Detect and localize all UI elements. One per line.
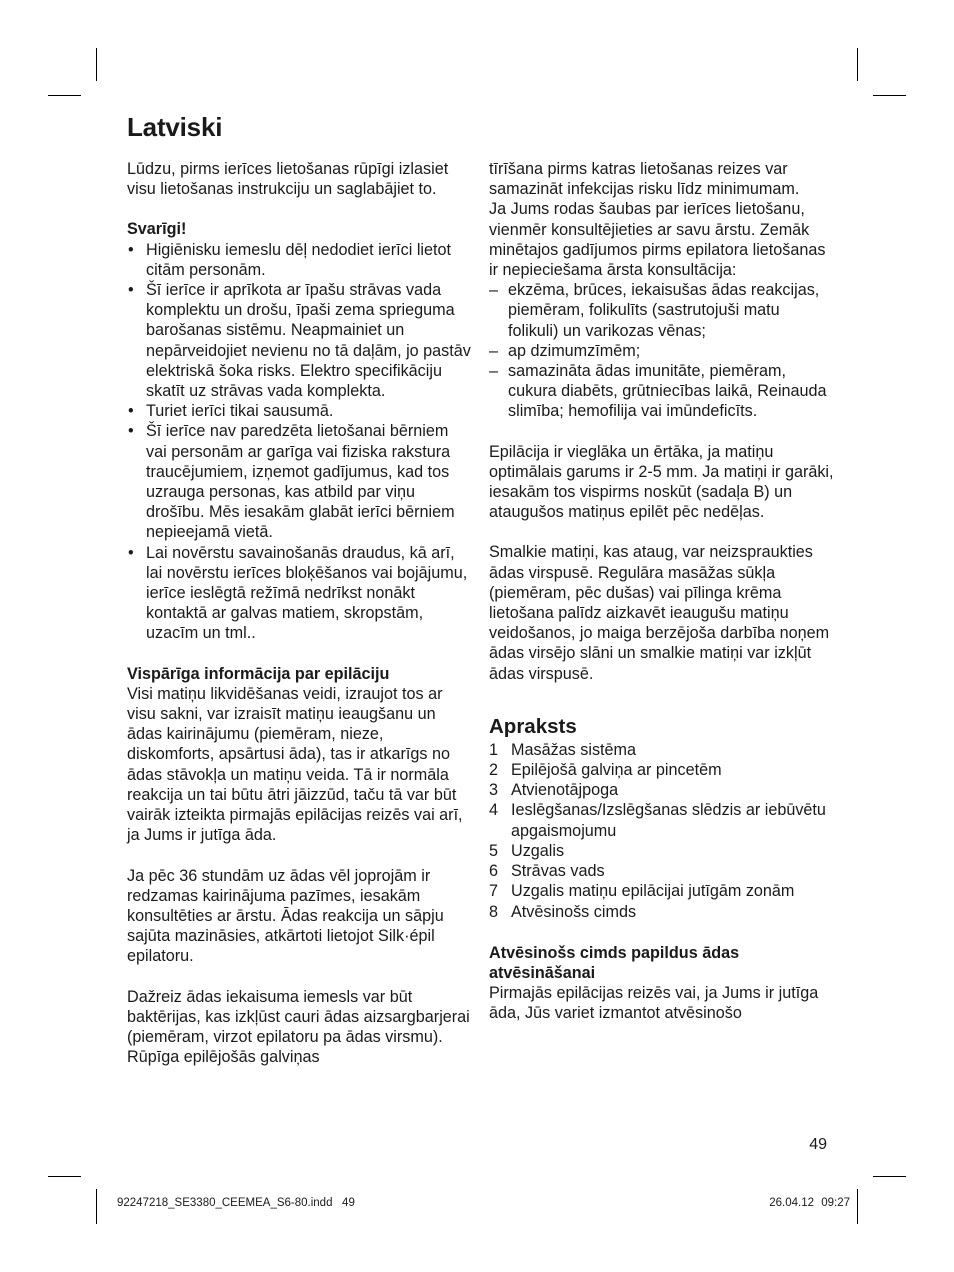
list-item: 4 Ieslēgšanas/Izslēgšanas slēdzis ar iebūvētu apgaismojumu [489, 801, 826, 840]
footer-time: 09:27 [821, 1197, 850, 1209]
important-heading: Svarīgi! [127, 220, 187, 239]
footer-date: 26.04.12 [769, 1197, 815, 1209]
list-item: • Lai novērstu savainošanās draudus, kā arī, lai novērstu ierīces bloķēšanos vai bojājumu, ierīce ieslēgtā režīmā nedrīkst nonākt kontaktā ar galvas matiem, skropstām, uzacīm un tml.. [127, 543, 472, 644]
list-item: 5 Uzgalis [489, 841, 565, 860]
paragraph: Pirmajās epilācijas reizēs vai, ja Jums ir jutīga āda, Jūs variet izmantot atvēsinošo [489, 984, 819, 1023]
crop-mark [96, 48, 97, 81]
footer-timestamp [769, 1197, 850, 1209]
paragraph: Ja Jums rodas šaubas par ierīces lietošanu, vienmēr konsultējieties ar savu ārstu. Zemāk minētajos gadījumos pirms epilatora lietošanas ir nepieciešama ārsta konsultācija: [489, 200, 826, 280]
list-item: • Turiet ierīci tikai sausumā. [127, 401, 472, 421]
list-item: • Šī ierīce ir aprīkota ar īpašu strāvas vada komplektu un drošu, īpaši zema sprieguma barošanas sistēmu. Neapmainiet un nepārveidojiet nevienu no tā daļām, jo pastāv elektriskā šoka risks. Elektro specifikāciju skatīt uz strāvas vada komplekta. [127, 280, 472, 401]
crop-mark [873, 1176, 906, 1177]
crop-mark [96, 1189, 97, 1224]
page-title: Latviski [127, 112, 223, 142]
conditions-list [489, 280, 834, 421]
description-heading: Apraksts [489, 714, 577, 738]
list-item: – samazināta ādas imunitāte, piemēram, cukura diabēts, grūtniecības laikā, Reinauda slimība; hemofilija vai imūndeficīts. [489, 361, 834, 422]
crop-mark [857, 48, 858, 81]
list-item: – ekzēma, brūces, iekaisušas ādas reakcijas, piemēram, folikulīts (sastrutojuši matu folikuli) un varikozas vēnas; [489, 280, 834, 341]
crop-mark [48, 1176, 81, 1177]
intro-paragraph: Lūdzu, pirms ierīces lietošanas rūpīgi izlasiet visu lietošanas instrukciju un saglabājiet to. [127, 160, 449, 199]
list-item: • Šī ierīce nav paredzēta lietošanai bērniem vai personām ar garīga vai fiziska rakstura traucējumiem, izņemot gadījumus, kad tos uzrauga personas, kas atbild par viņu drošību. Mēs iesakām glabāt ierīci bērniem nepieejamā vietā. [127, 421, 472, 542]
list-item: 3 Atvienotājpoga [489, 781, 619, 800]
list-item: 8 Atvēsinošs cimds [489, 902, 637, 921]
important-list [127, 240, 472, 644]
left-column [127, 159, 472, 1067]
paragraph: Ja pēc 36 stundām uz ādas vēl joprojām ir redzamas kairinājuma pazīmes, iesakām konsultēties ar ārstu. Ādas reakcija un sāpju sajūta mazināsies, atkārtoti lietojot Silk·épil epilatoru. [127, 866, 444, 966]
general-info-heading: Vispārīga informācija par epilāciju [127, 664, 390, 683]
crop-mark [48, 95, 81, 96]
paragraph: tīrīšana pirms katras lietošanas reizes var samazināt infekcijas risku līdz minimumam. [489, 160, 800, 199]
list-item: • Higiēnisku iemeslu dēļ nedodiet ierīci lietot citām personām. [127, 240, 472, 280]
crop-mark [873, 95, 906, 96]
page-number: 49 [809, 1136, 827, 1153]
paragraph: Epilācija ir vieglāka un ērtāka, ja matiņu optimālais garums ir 2-5 mm. Ja matiņi ir garāki, iesakām tos vispirms noskūt (sadaļa B) un ataugušos matiņus epilēt pēc nedēļas. [489, 442, 834, 522]
parts-list [489, 740, 834, 922]
right-column [489, 159, 834, 1024]
list-item: 1 Masāžas sistēma [489, 740, 637, 759]
list-item: 2 Epilējošā galviņa ar pincetēm [489, 761, 722, 780]
list-item: 6 Strāvas vads [489, 862, 605, 881]
crop-mark [857, 1189, 858, 1224]
list-item: – ap dzimumzīmēm; [489, 341, 834, 361]
paragraph: Smalkie matiņi, kas ataug, var neizspraukties ādas virspusē. Regulāra masāžas sūkļa (piemēram, pēc dušas) vai pīlinga krēma lietošana palīdz aizkavēt ieaugušu matiņu veidošanos, jo maiga berzējoša darbība noņem ādas virsējo slāni un smalkie matiņi var izkļūt ādas virspusē. [489, 543, 830, 683]
paragraph: Dažreiz ādas iekaisuma iemesls var būt baktērijas, kas izkļūst cauri ādas aizsargbarjerai (piemēram, virzot epilatoru pa ādas virsmu). Rūpīga epilējošās galviņas [127, 987, 470, 1067]
list-item: 7 Uzgalis matiņu epilācijai jutīgām zonām [489, 882, 795, 901]
general-info-paragraph: Visi matiņu likvidēšanas veidi, izraujot tos ar visu sakni, var izraisīt matiņu ieaugšanu un ādas kairinājumu (piemēram, nieze, diskomforts, apsārtusi āda), tas ir atkarīgs no ādas stāvokļa un matiņu veida. Tā ir normāla reakcija un tai būtu ātri jāizzūd, taču tā var būt vairāk izteikta pirmajās epilācijas reizēs vai arī, ja Jums ir jutīga āda. [127, 684, 463, 845]
cooling-glove-heading: Atvēsinošs cimds papildus ādas atvēsināšanai [489, 943, 740, 982]
footer-file-info: 92247218_SE3380_CEEMEA_S6-80.indd 49 [117, 1197, 355, 1209]
